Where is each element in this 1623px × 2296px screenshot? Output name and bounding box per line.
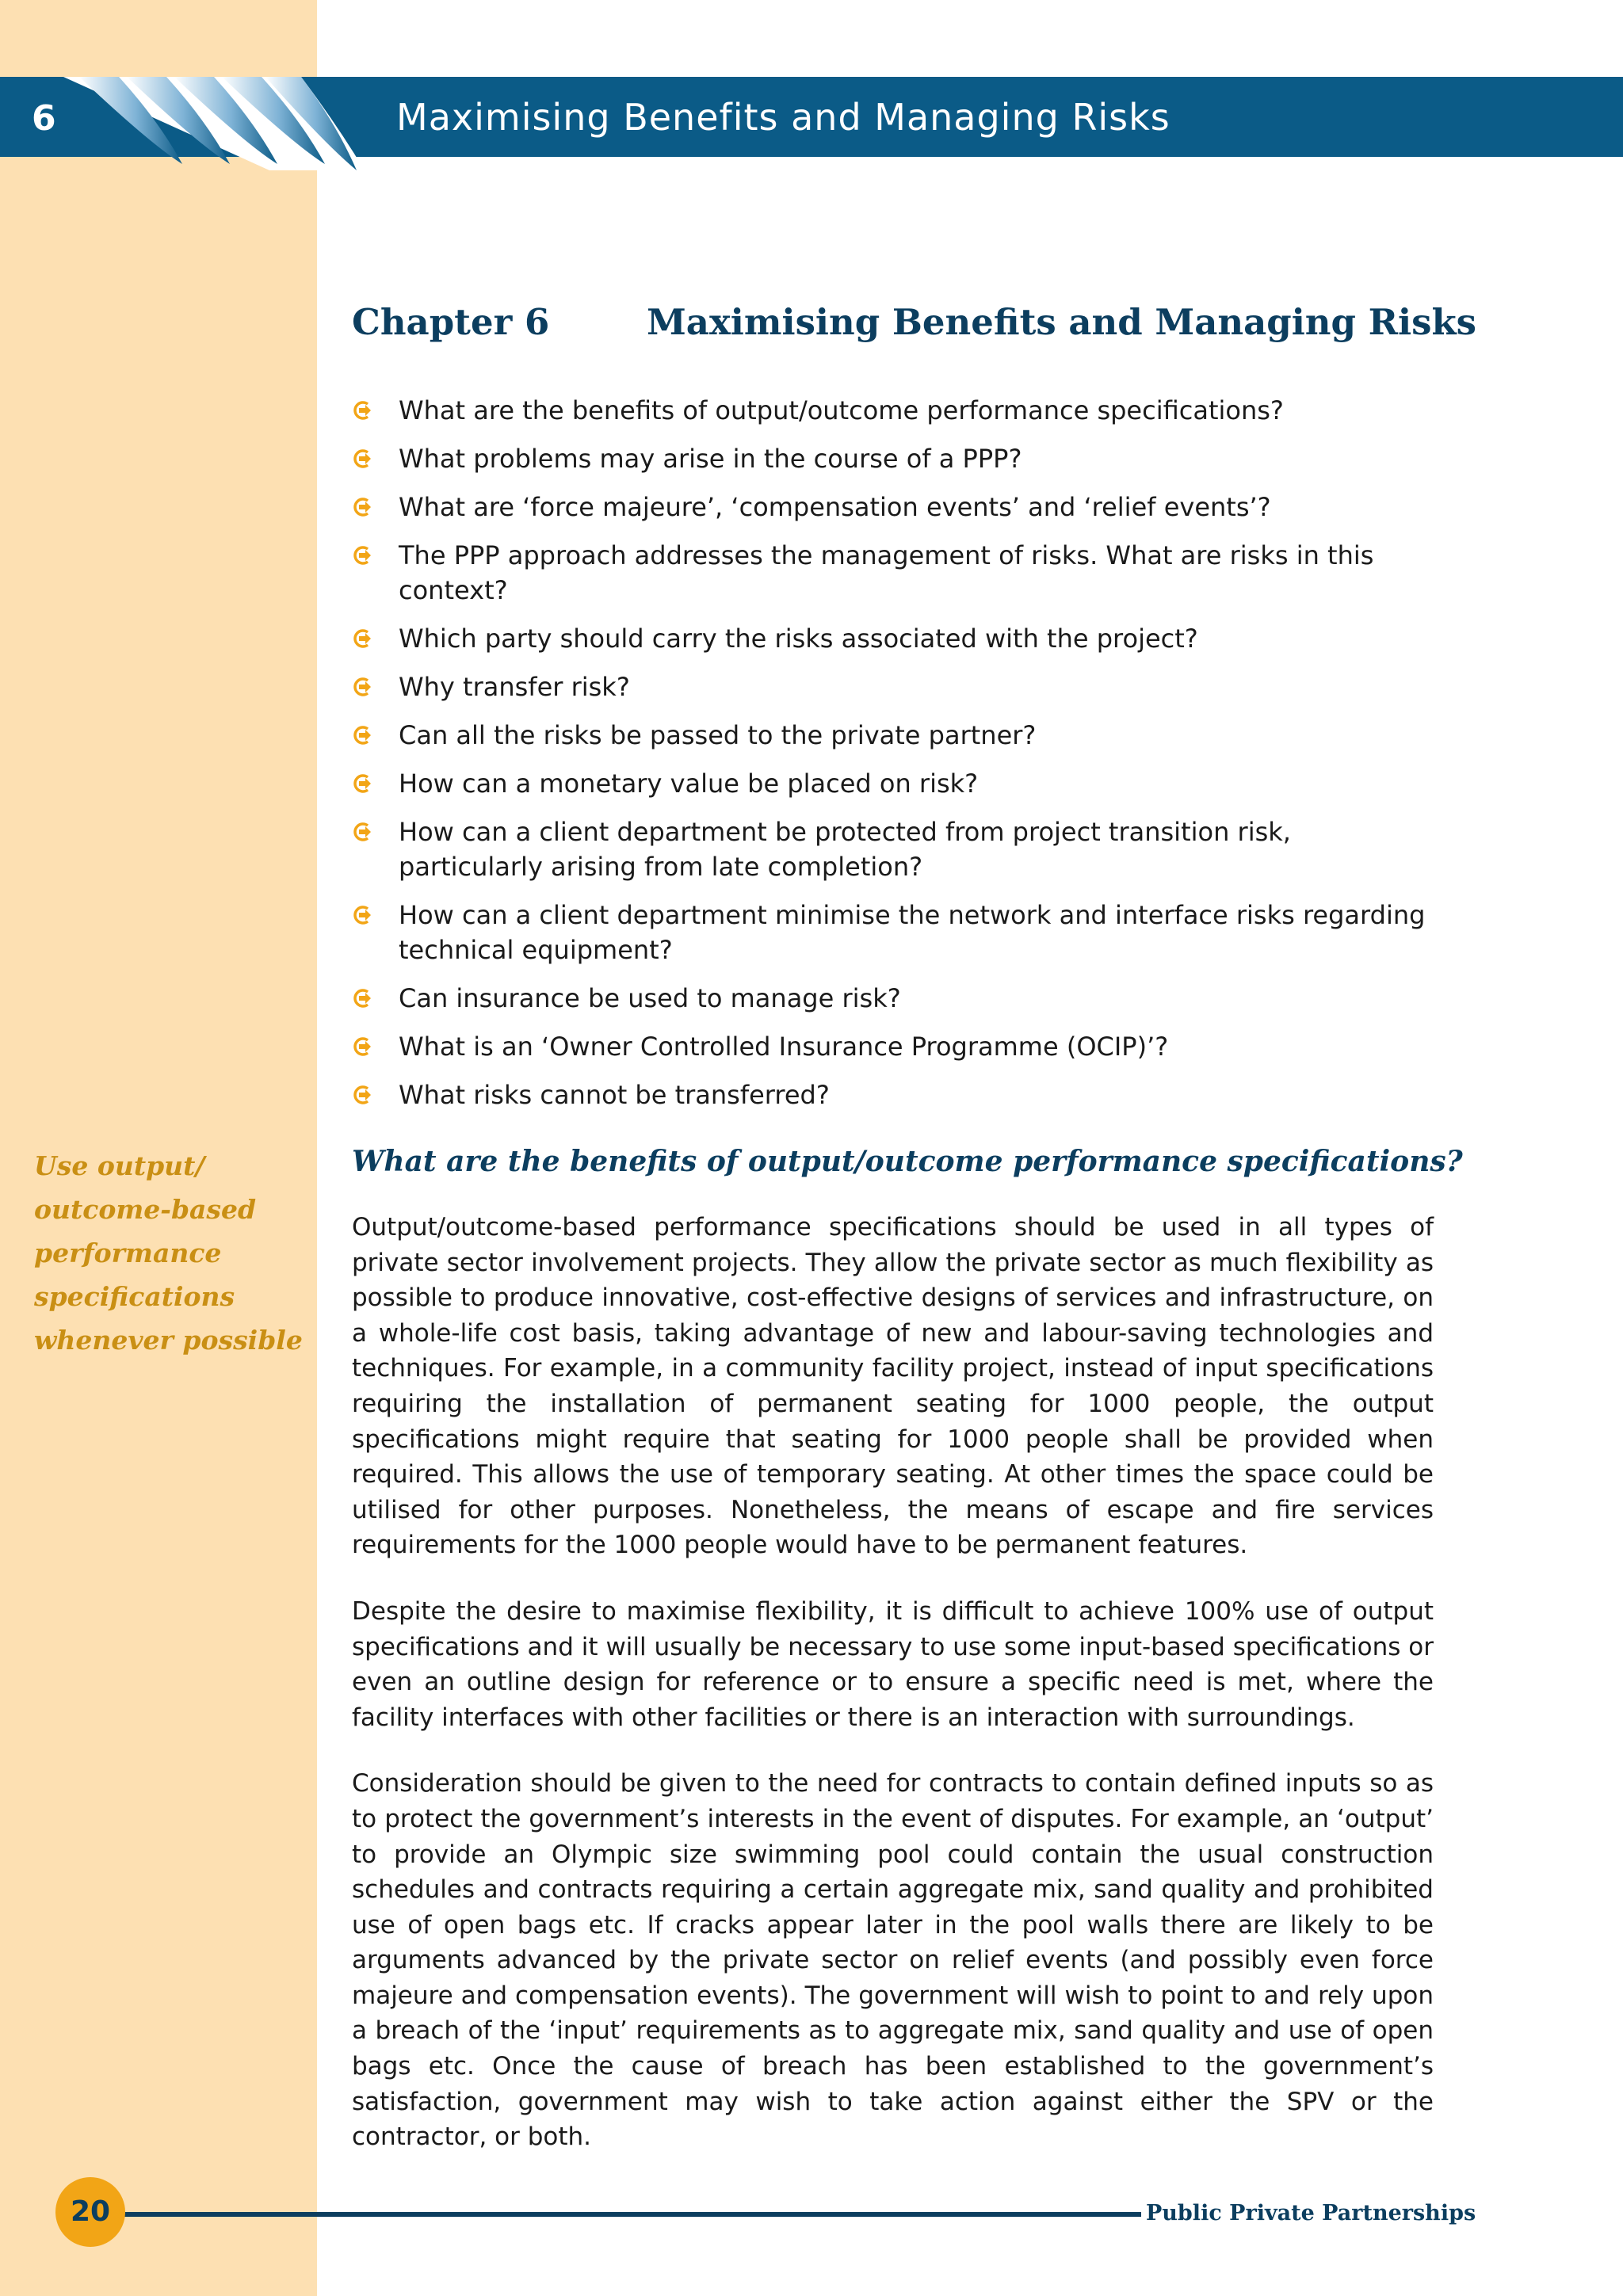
question-text: What problems may arise in the course of a PPP? bbox=[399, 444, 1022, 474]
question-text: How can a client department minimise the network and interface risks regarding technical equipment? bbox=[399, 900, 1426, 965]
chapter-heading bbox=[352, 295, 1476, 350]
question-item bbox=[352, 490, 1434, 524]
question-text: What risks cannot be transferred? bbox=[399, 1080, 830, 1110]
margin-note: Use output/ outcome-based performance specifications whenever possible bbox=[34, 1150, 303, 1356]
body-paragraph: Output/outcome-based performance specifications should be used in all types of private sector involvement projects. They allow the private sector as much flexibility as possible to produce innovative, cost-effective designs of services and infrastructure, on a whole-life cost basis, taking advantage of new and labour-saving technologies and techniques. For example, in a community facility project, instead of input specifications requiring the installation of permanent seating for 1000 people, the output specifications might require that seating for 1000 people shall be provided when required. This allows the use of temporary seating. At other times the space could be utilised for other purposes. Nonetheless, the means of escape and fire services requirements for the 1000 people would have to be permanent features. bbox=[352, 1213, 1434, 1560]
arrow-circle-icon bbox=[352, 822, 372, 842]
question-text: The PPP approach addresses the management of risks. What are risks in this context? bbox=[399, 540, 1374, 605]
question-item bbox=[352, 718, 1434, 753]
question-text: What are the benefits of output/outcome performance specifications? bbox=[399, 395, 1284, 425]
footer-rule bbox=[119, 2212, 1141, 2217]
chapter-number: 6 bbox=[32, 98, 56, 139]
question-text: Why transfer risk? bbox=[399, 672, 630, 702]
question-item bbox=[352, 669, 1434, 704]
question-item bbox=[352, 898, 1434, 967]
arrow-circle-icon bbox=[352, 545, 372, 566]
arrow-circle-icon bbox=[352, 497, 372, 517]
header-title: Maximising Benefits and Managing Risks bbox=[396, 96, 1170, 139]
question-text: How can a client department be protected from project transition risk, particularly arising from late completion? bbox=[399, 817, 1291, 882]
page-number: 20 bbox=[55, 2177, 125, 2247]
arrow-circle-icon bbox=[352, 905, 372, 925]
arrow-circle-icon bbox=[352, 988, 372, 1009]
question-item bbox=[352, 766, 1434, 801]
question-text: Can insurance be used to manage risk? bbox=[399, 983, 901, 1013]
question-text: Can all the risks be passed to the private partner? bbox=[399, 720, 1037, 750]
arrow-circle-icon bbox=[352, 400, 372, 421]
question-item bbox=[352, 981, 1434, 1016]
arrow-circle-icon bbox=[352, 448, 372, 469]
question-item bbox=[352, 814, 1434, 884]
question-item bbox=[352, 1077, 1434, 1112]
arrow-circle-icon bbox=[352, 677, 372, 697]
arrow-circle-icon bbox=[352, 1085, 372, 1105]
arrow-circle-icon bbox=[352, 725, 372, 746]
arrow-circle-icon bbox=[352, 628, 372, 649]
chapter-label: Chapter 6 bbox=[352, 301, 550, 343]
body-paragraph: Despite the desire to maximise flexibility, it is difficult to achieve 100% use of output specifications and it will usually be necessary to use some input-based specifications or even an outline design for reference or to ensure a specific need is met, where the facility interfaces with other facilities or there is an interaction with surroundings. bbox=[352, 1596, 1434, 1732]
chapter-title: Maximising Benefits and Managing Risks bbox=[647, 301, 1476, 343]
body-paragraph: Consideration should be given to the need for contracts to contain defined inputs so as to protect the government’s interests in the event of disputes. For example, an ‘output’ to provide an Olympic size swimming pool could contain the usual construction schedules and contracts requiring a certain aggregate mix, sand quality and prohibited use of open bags etc. If cracks appear later in the pool walls there are likely to be arguments advanced by the private sector on relief events (and possibly even force majeure and compensation events). The government will wish to point to and rely upon a breach of the ‘input’ requirements as to aggregate mix, sand quality and use of open bags etc. Once the cause of breach has been established to the government’s satisfaction, government may wish to take action against either the SPV or the contractor, or both. bbox=[352, 1769, 1434, 2152]
question-item bbox=[352, 621, 1434, 656]
question-item bbox=[352, 1029, 1434, 1064]
body-text bbox=[352, 1210, 1434, 2186]
question-text: What is an ‘Owner Controlled Insurance Programme (OCIP)’? bbox=[399, 1032, 1169, 1062]
chapter-questions-list bbox=[352, 393, 1434, 1126]
header-swoosh-decoration bbox=[63, 77, 365, 170]
section-heading: What are the benefits of output/outcome performance specifications? bbox=[352, 1145, 1463, 1178]
arrow-circle-icon bbox=[352, 773, 372, 794]
question-text: How can a monetary value be placed on risk? bbox=[399, 769, 979, 799]
arrow-circle-icon bbox=[352, 1036, 372, 1057]
question-text: What are ‘force majeure’, ‘compensation events’ and ‘relief events’? bbox=[399, 492, 1271, 522]
question-text: Which party should carry the risks associated with the project? bbox=[399, 624, 1198, 654]
footer-publication: Public Private Partnerships bbox=[1146, 2201, 1476, 2225]
question-item bbox=[352, 393, 1434, 428]
question-item bbox=[352, 538, 1434, 608]
question-item bbox=[352, 441, 1434, 476]
